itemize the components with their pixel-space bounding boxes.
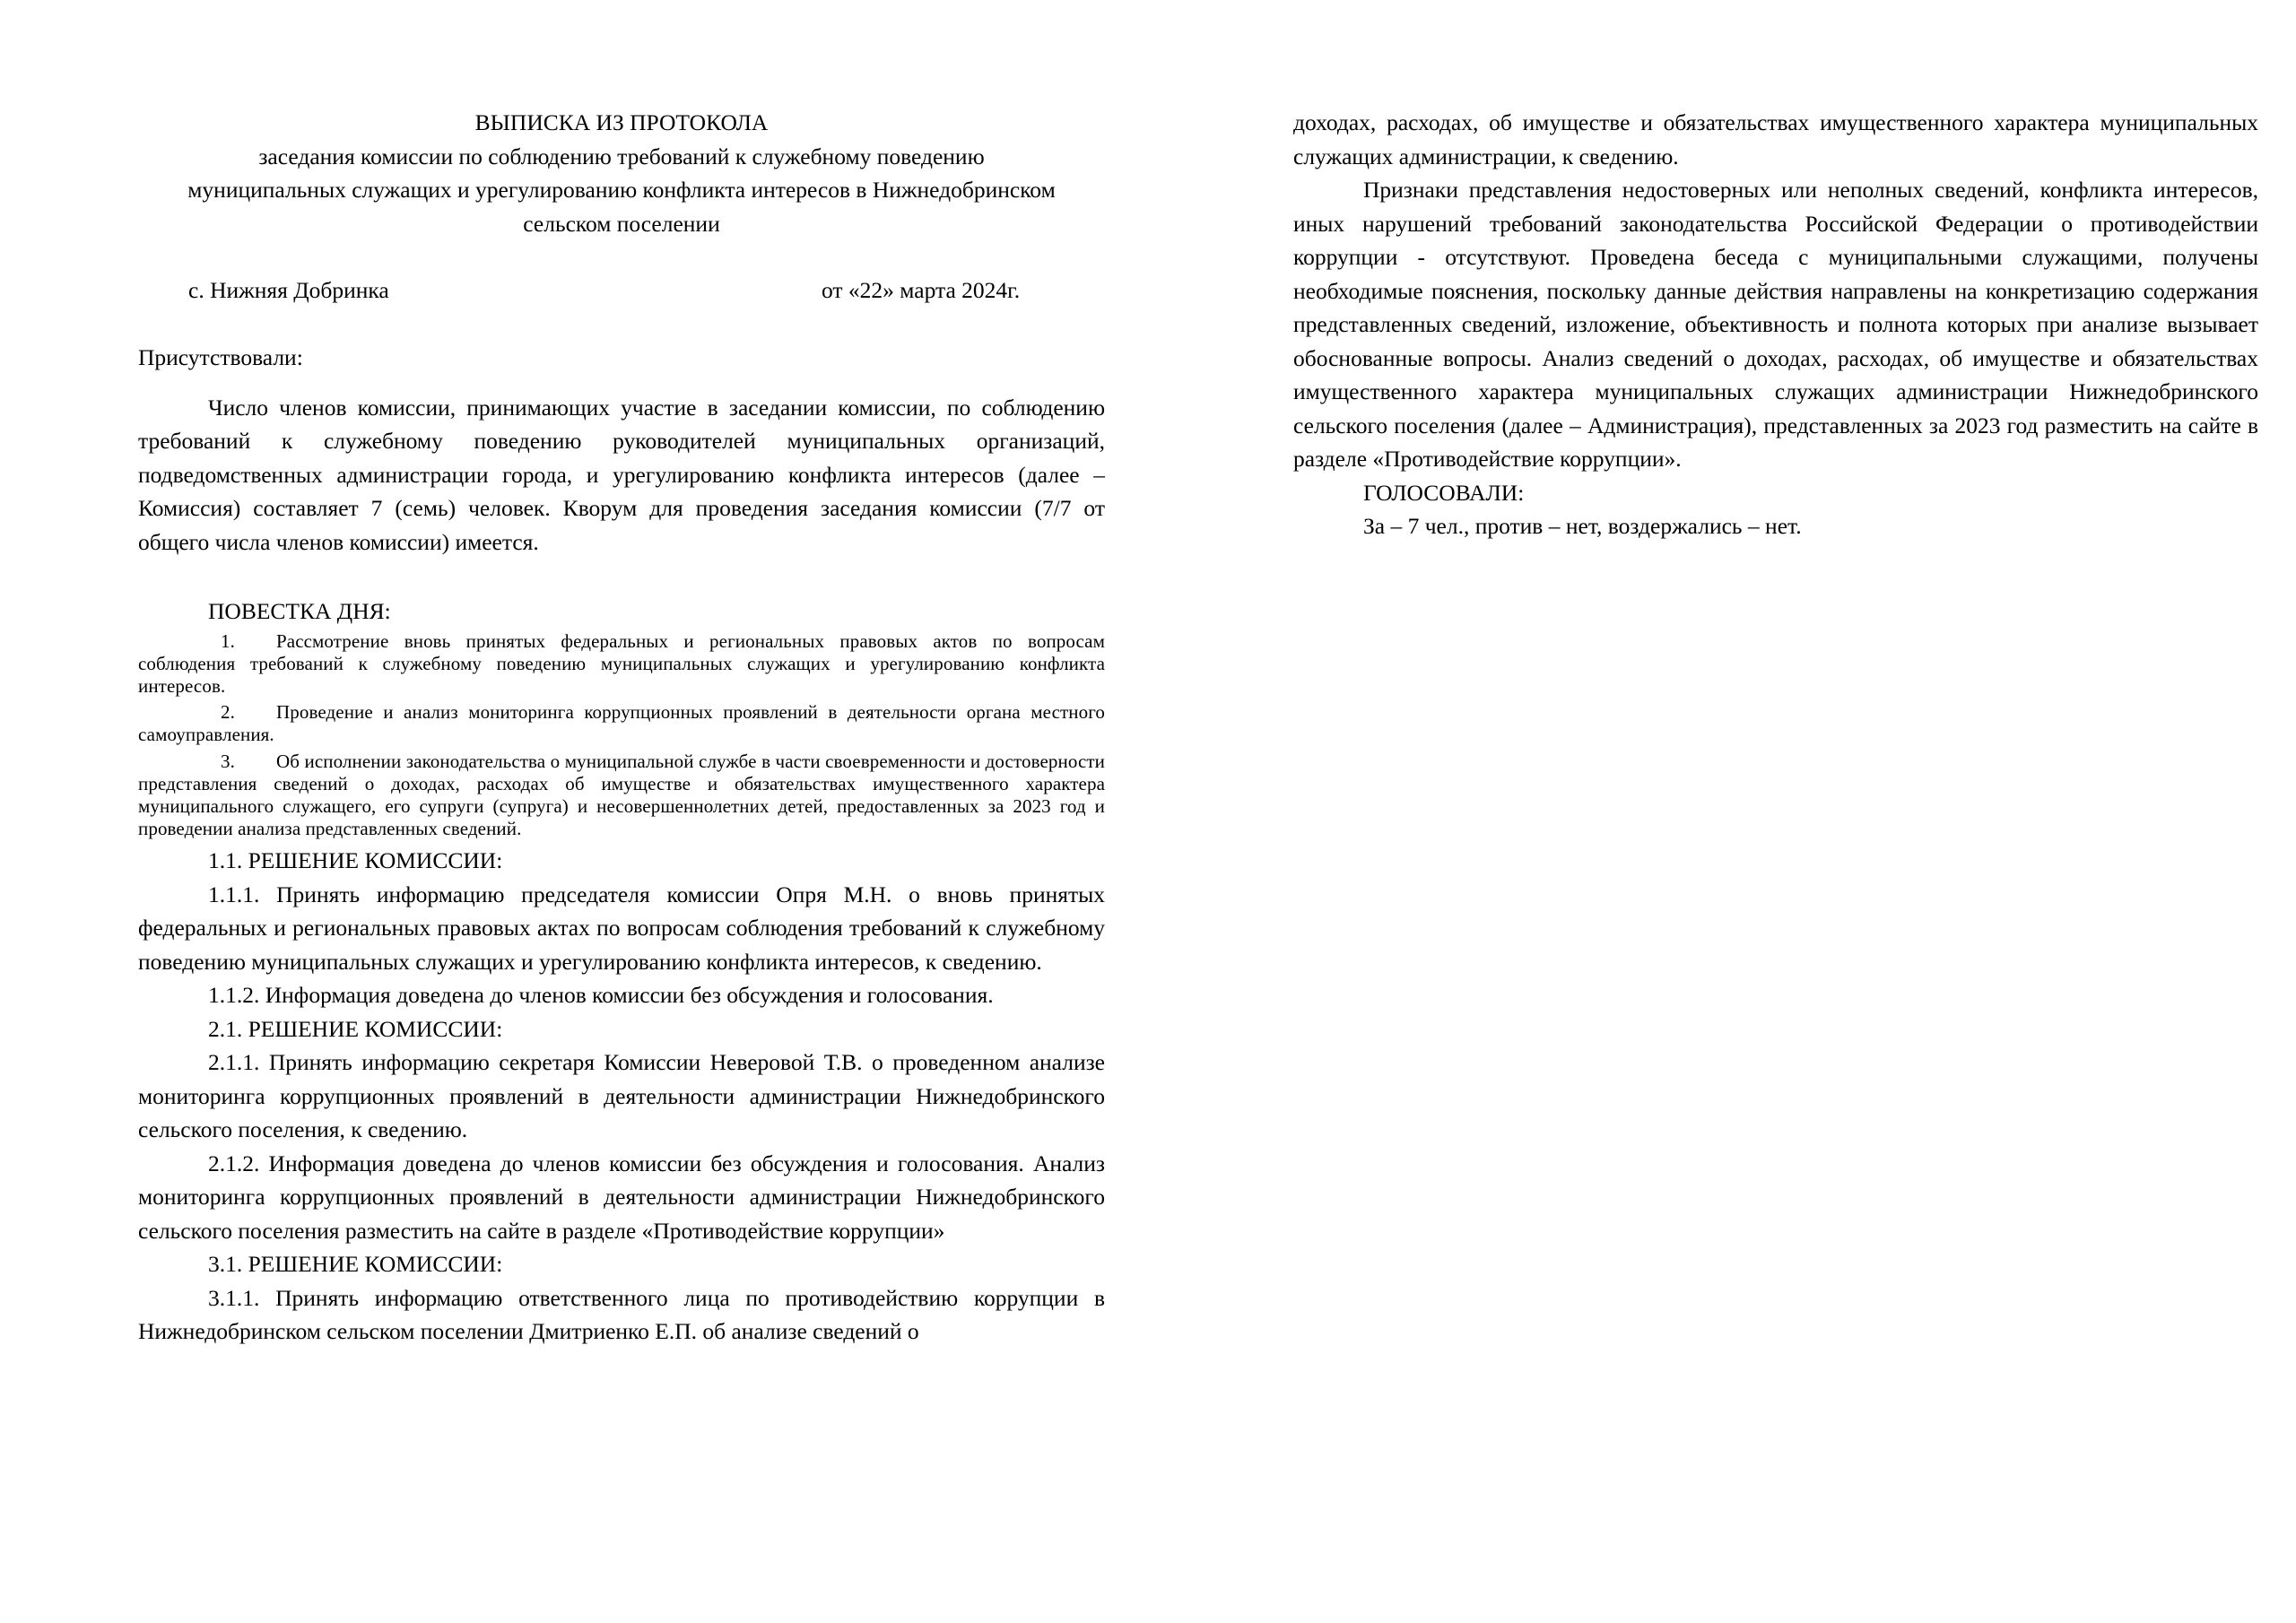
meeting-place: с. Нижняя Добринка xyxy=(188,277,389,303)
agenda-list xyxy=(138,630,1105,841)
agenda-item-number: 3. xyxy=(221,750,235,772)
decision-1-2: 1.1.2. Информация доведена до членов комиссии без обсуждения и голосования. xyxy=(208,982,994,1009)
agenda-heading: ПОВЕСТКА ДНЯ: xyxy=(208,598,391,624)
voting-result: За – 7 чел., против – нет, воздержались – нет. xyxy=(1363,513,1802,539)
right-column xyxy=(1293,106,2258,543)
decision-2-1: 2.1.1. Принять информацию секретаря Комиссии Неверовой Т.В. о проведенном анализе мониторинга коррупционных проявлений в деятельности администрации Нижнедобринского сельского поселения, к сведению. xyxy=(138,1049,1105,1143)
agenda-item xyxy=(138,630,1105,699)
quorum-paragraph: Число членов комиссии, принимающих участие в заседании комиссии, по соблюдению требований к служебному поведению руководителей муниципальных организаций, подведомственных администрации города, и урегулированию конфликта интересов (далее – Комиссия) составляет 7 (семь) человек. Кворум для проведения заседания комиссии (7/7 от общего числа членов комиссии) имеется. xyxy=(138,394,1105,555)
agenda-item-number: 1. xyxy=(221,629,235,652)
decision-3-heading: 3.1. РЕШЕНИЕ КОМИССИИ: xyxy=(208,1251,503,1278)
document-title: ВЫПИСКА ИЗ ПРОТОКОЛА xyxy=(474,109,769,135)
meeting-date: от «22» марта 2024г. xyxy=(822,277,1021,303)
page-right xyxy=(1148,0,2296,1623)
document-subtitle-line-2: муниципальных служащих и урегулированию конфликта интересов в Нижнедобринском xyxy=(187,177,1056,203)
attendance-label: Присутствовали: xyxy=(138,344,303,370)
voting-heading: ГОЛОСОВАЛИ: xyxy=(1363,479,1525,506)
decision-1-1: 1.1.1. Принять информацию председателя комиссии Опря М.Н. о вновь принятых федеральных и региональных правовых актах по вопросам соблюдения требований к служебному поведению муниципальных служащих и урегулированию конфликта интересов, к сведению. xyxy=(138,881,1105,975)
decision-3-1-start: 3.1.1. Принять информацию ответственного лица по противодействию коррупции в Нижнедобринском сельском поселении Дмитриенко Е.П. об анализе сведений о xyxy=(138,1284,1105,1345)
decision-1-heading: 1.1. РЕШЕНИЕ КОМИССИИ: xyxy=(208,847,503,874)
decision-3-2: Признаки представления недостоверных или неполных сведений, конфликта интересов, иных нарушений требований законодательства Российской Федерации о противодействии коррупции - отсутствуют. Проведена беседа с муниципальными служащими, получены необходимые пояснения, поскольку данные действия направлены на конкретизацию содержания представленных сведений, изложение, объективность и полнота которых при анализе вызывает обоснованные вопросы. Анализ сведений о доходах, расходах, об имуществе и обязательствах имущественного характера муниципальных служащих администрации Нижнедобринского сельского поселения (далее – Администрация), представленных за 2023 год разместить на сайте в разделе «Противодействие коррупции». xyxy=(1293,177,2258,472)
decision-2-2: 2.1.2. Информация доведена до членов комиссии без обсуждения и голосования. Анализ мониторинга коррупционных проявлений в деятельности администрации Нижнедобринского сельского поселения разместить на сайте в разделе «Противодействие коррупции» xyxy=(138,1150,1105,1244)
agenda-item-text: Проведение и анализ мониторинга коррупционных проявлений в деятельности органа местного самоуправления. xyxy=(138,701,1105,746)
agenda-item-text: Рассмотрение вновь принятых федеральных и региональных правовых актов по вопросам соблюдения требований к служебному поведению муниципальных служащих и урегулированию конфликта интересов. xyxy=(138,629,1105,697)
agenda-item-number: 2. xyxy=(221,701,235,724)
agenda-item xyxy=(138,701,1105,746)
decision-2-heading: 2.1. РЕШЕНИЕ КОМИССИИ: xyxy=(208,1015,503,1042)
agenda-item xyxy=(138,751,1105,841)
document-subtitle-line-3: сельском поселении xyxy=(523,210,720,237)
decision-3-1-continued: доходах, расходах, об имуществе и обязательствах имущественного характера муниципальных служащих администрации, к сведению. xyxy=(1293,109,2258,169)
agenda-item-text: Об исполнении законодательства о муниципальной службе в части своевременности и достоверности представления сведений о доходах, расходах об имуществе и обязательствах имущественного характера муниципального служащего, его супруги (супруга) и несовершеннолетних детей, предоставленных за 2023 год и проведении анализа представленных сведений. xyxy=(138,750,1105,840)
document-title-block xyxy=(138,106,1105,240)
left-column xyxy=(138,106,1105,1349)
place-date-row xyxy=(138,273,1105,308)
document-subtitle-line-1: заседания комиссии по соблюдению требований к служебному поведению xyxy=(258,143,985,169)
